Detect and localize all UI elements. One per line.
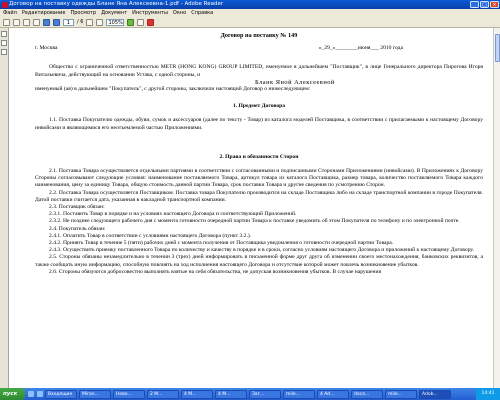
menu-file[interactable]: Файл xyxy=(3,10,17,16)
document-view[interactable] xyxy=(9,28,493,388)
menu-tools[interactable]: Инструменты xyxy=(132,10,168,16)
sign-icon[interactable] xyxy=(147,19,154,26)
fit-page-icon[interactable] xyxy=(127,19,134,26)
adobe-reader-icon xyxy=(2,2,8,8)
taskbar-item[interactable]: 4 M... xyxy=(215,390,247,399)
navigation-pane xyxy=(0,28,9,388)
prev-page-icon[interactable] xyxy=(43,19,50,26)
maximize-button[interactable]: □ xyxy=(480,1,489,8)
menu-window[interactable]: Окно xyxy=(172,10,187,16)
doc-city: г. Москва xyxy=(35,45,58,52)
window-controls xyxy=(470,1,499,8)
taskbar-item[interactable]: mile... xyxy=(283,390,315,399)
clause-2-3-2: 2.3.2. Не позднее следующего рабочего дня с момента готовности очередной партии Товара к поставке уведомить об этом Покупателя по телефону и по электронной почте. xyxy=(49,218,460,225)
close-button[interactable]: × xyxy=(490,1,499,8)
clause-2-6: 2.6. Стороны обязуются добросовестно выполнять взятые на себя обязательства, не допуская возникновения убытков. В случае нарушения xyxy=(49,268,382,275)
toolbar xyxy=(0,17,500,28)
intro-paragraph-1: Общество с ограниченной ответственностью METR (HONG KONG) GROUP LIMITED, именуемое в дальнейшем "Поставщик", в лице Генерального директора Пирогова Игоря Витальевича, действующий на основании Устава, с одной стороны, и xyxy=(35,64,483,78)
clause-2-3-1: 2.3.1. Поставить Товар в порядке и на условиях настоящего Договора и соответствующий Приложений. xyxy=(49,211,297,218)
system-clock: 14:41 xyxy=(476,388,500,400)
section-1-title: 1. Предмет Договора xyxy=(232,103,286,110)
title-bar xyxy=(0,0,500,9)
clause-2-3: 2.3. Поставщик обязан: xyxy=(49,204,105,211)
next-page-icon[interactable] xyxy=(53,19,60,26)
zoom-input[interactable]: 105% xyxy=(108,19,123,26)
clause-2-4-1: 2.4.1. Оплатить Товар в соответствии с условиями настоящего Договора (пункт 3.2.). xyxy=(49,232,252,239)
window-title: Договор на поставку одежды Бланк Яна Алексеевна-1.pdf - Adobe Reader xyxy=(9,1,224,7)
scrollbar-thumb[interactable] xyxy=(495,34,500,62)
taskbar-item[interactable]: 4 M... xyxy=(181,390,213,399)
clause-2-2: 2.2. Поставка Товара осуществляется Поставщиком. Поставка товара Покупателю производится на складе Поставщика либо на складе транспортной компании в городе Покупателя. Датой поставки считается дата, указанная в накладной транспортной компании. xyxy=(35,189,483,203)
clause-2-1: 2.1. Поставка Товара осуществляется отдельными партиями в соответствии с согласованными и подписанными Сторонами Приложениями (инвойсами). В Приложениях к Договору Стороны согласовывают следующие условия: наименование поставляемого Товара, артикул товара из каталога Поставщика, размер товара, количество поставляемого Товара каждого наименования, цену за единицу Товара, общую стоимость данной партии Товара, срок поставки Товара и другие сведения по усмотрению Сторон. xyxy=(35,168,483,189)
clause-2-4-3: 2.4.3. Осуществить приемку поставленного Товара по количеству и качеству в порядке и в сроки, согласно условиям настоящего Договора и приложений к настоящему Договору. xyxy=(49,247,475,254)
email-icon[interactable] xyxy=(33,19,40,26)
clause-1-1: 1.1. Поставка Покупателю одежды, обуви, сумок и аксессуаров (далее по тексту - Товар) из каталога моделей Поставщика, в соответствии с прилагаемыми к настоящему Договору инвойсами и являющимися его неотъемлемой частью Приложениями. xyxy=(35,117,483,131)
taskbar-item[interactable]: 2 M... xyxy=(147,390,179,399)
clause-2-4: 2.4. Покупатель обязан: xyxy=(49,225,106,232)
open-icon[interactable] xyxy=(3,19,10,26)
taskbar-item[interactable]: mile... xyxy=(385,390,417,399)
taskbar-item[interactable]: doca... xyxy=(351,390,383,399)
city-date-line xyxy=(35,45,483,52)
fit-width-icon[interactable] xyxy=(137,19,144,26)
taskbar-item[interactable]: Входящие xyxy=(45,390,77,399)
attachments-icon[interactable] xyxy=(1,49,7,55)
zoom-in-icon[interactable] xyxy=(96,19,103,26)
taskbar-item[interactable]: 4 Ad... xyxy=(317,390,349,399)
print-icon[interactable] xyxy=(23,19,30,26)
menu-edit[interactable]: Редактирование xyxy=(21,10,66,16)
quicklaunch-desktop-icon[interactable] xyxy=(37,391,43,397)
bookmarks-icon[interactable] xyxy=(1,40,7,46)
menu-help[interactable]: Справка xyxy=(191,10,214,16)
taskbar-item-active[interactable]: Adob... xyxy=(419,390,451,399)
page-thumbnails-icon[interactable] xyxy=(1,31,7,37)
clause-2-5: 2.5. Стороны обязаны незамедлительно в течении 3 (трех) дней информировать в письменной форме друг друга об изменении своего местонахождения, банковских реквизитов, а также сообщать иную информацию, способную повлиять на ход исполнения настоящего Договора и отсутствие которой может повлечь возникновение убытков. xyxy=(35,254,483,268)
taskbar-item[interactable]: Ново... xyxy=(113,390,145,399)
taskbar xyxy=(0,388,500,400)
section-2-title: 2. Права и обязанности Сторон xyxy=(219,153,299,160)
buyer-name: Бланк Яной Алексеевной xyxy=(255,78,335,86)
vertical-scrollbar[interactable] xyxy=(493,28,500,388)
doc-title: Договор на поставку № 149 xyxy=(220,32,298,39)
menu-bar xyxy=(0,9,500,17)
menu-view[interactable]: Просмотр xyxy=(70,10,97,16)
intro-paragraph-2: именуемый (ая) в дальнейшем "Покупатель", с другой стороны, заключили настоящий Договор о нижеследующем: xyxy=(35,86,311,93)
minimize-button[interactable]: _ xyxy=(470,1,479,8)
start-button[interactable]: пуск xyxy=(0,388,25,400)
clause-2-4-2: 2.4.2. Принять Товар в течение 5 (пяти) рабочих дней с момента получения от Поставщика уведомления о готовности очередной партии Товара. xyxy=(49,240,394,247)
menu-document[interactable]: Документ xyxy=(101,10,128,16)
page-number-input[interactable]: 1 xyxy=(63,19,74,26)
zoom-out-icon[interactable] xyxy=(86,19,93,26)
taskbar-item[interactable]: Заг... xyxy=(249,390,281,399)
taskbar-item[interactable]: Miran... xyxy=(79,390,111,399)
save-icon[interactable] xyxy=(13,19,20,26)
doc-date: «_29_»________июня___ 2010 года xyxy=(318,45,403,52)
page-total: / 6 xyxy=(77,19,84,25)
quicklaunch-ie-icon[interactable] xyxy=(28,391,34,397)
